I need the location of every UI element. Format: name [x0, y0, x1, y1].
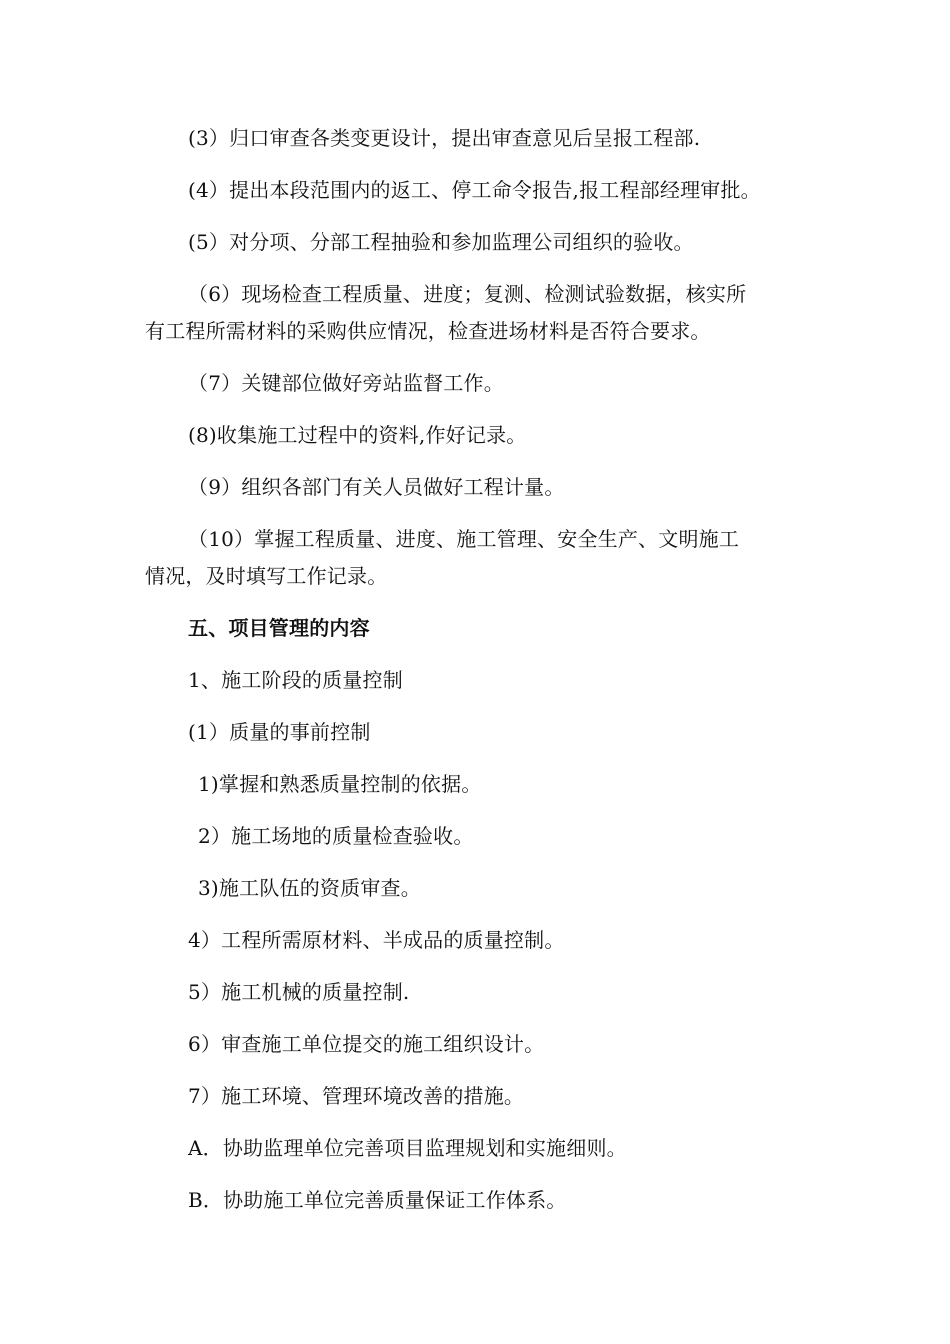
text-line-sub-5: 5）施工机械的质量控制.	[188, 980, 410, 1004]
text-line-item-6-cont: 有工程所需材料的采购供应情况，检查进场材料是否符合要求。	[145, 319, 711, 343]
text-line-sub-4: 4）工程所需原材料、半成品的质量控制。	[188, 928, 565, 952]
text-line-item-8: (8)收集施工过程中的资料,作好记录。	[188, 423, 527, 447]
text-line-item-5: (5）对分项、分部工程抽验和参加监理公司组织的验收。	[188, 230, 694, 254]
subsection-heading: 1、施工阶段的质量控制	[188, 668, 403, 692]
text-line-sub-7: 7）施工环境、管理环境改善的措施。	[188, 1084, 525, 1108]
text-line-item-10-cont: 情况，及时填写工作记录。	[145, 564, 388, 588]
text-line-sub-a: A．协助监理单位完善项目监理规划和实施细则。	[188, 1136, 627, 1160]
text-line-item-3: (3）归口审查各类变更设计，提出审查意见后呈报工程部.	[188, 126, 701, 150]
text-line-item-7: （7）关键部位做好旁站监督工作。	[188, 371, 504, 395]
text-line-sub-b: B．协助施工单位完善质量保证工作体系。	[188, 1188, 567, 1212]
text-line-sub-3: 3)施工队伍的资质审查。	[198, 876, 421, 900]
text-line-item-6: （6）现场检查工程质量、进度；复测、检测试验数据，核实所	[188, 282, 747, 306]
sub-item-heading: (1）质量的事前控制	[188, 720, 371, 744]
text-line-sub-6: 6）审查施工单位提交的施工组织设计。	[188, 1032, 545, 1056]
text-line-sub-1: 1)掌握和熟悉质量控制的依据。	[198, 772, 482, 796]
section-heading: 五、项目管理的内容	[188, 616, 370, 640]
text-line-item-10: （10）掌握工程质量、进度、施工管理、安全生产、文明施工	[188, 527, 740, 551]
text-line-item-9: （9）组织各部门有关人员做好工程计量。	[188, 475, 565, 499]
text-line-item-4: (4）提出本段范围内的返工、停工命令报告,报工程部经理审批。	[188, 178, 761, 202]
text-line-sub-2: 2）施工场地的质量检查验收。	[198, 824, 474, 848]
